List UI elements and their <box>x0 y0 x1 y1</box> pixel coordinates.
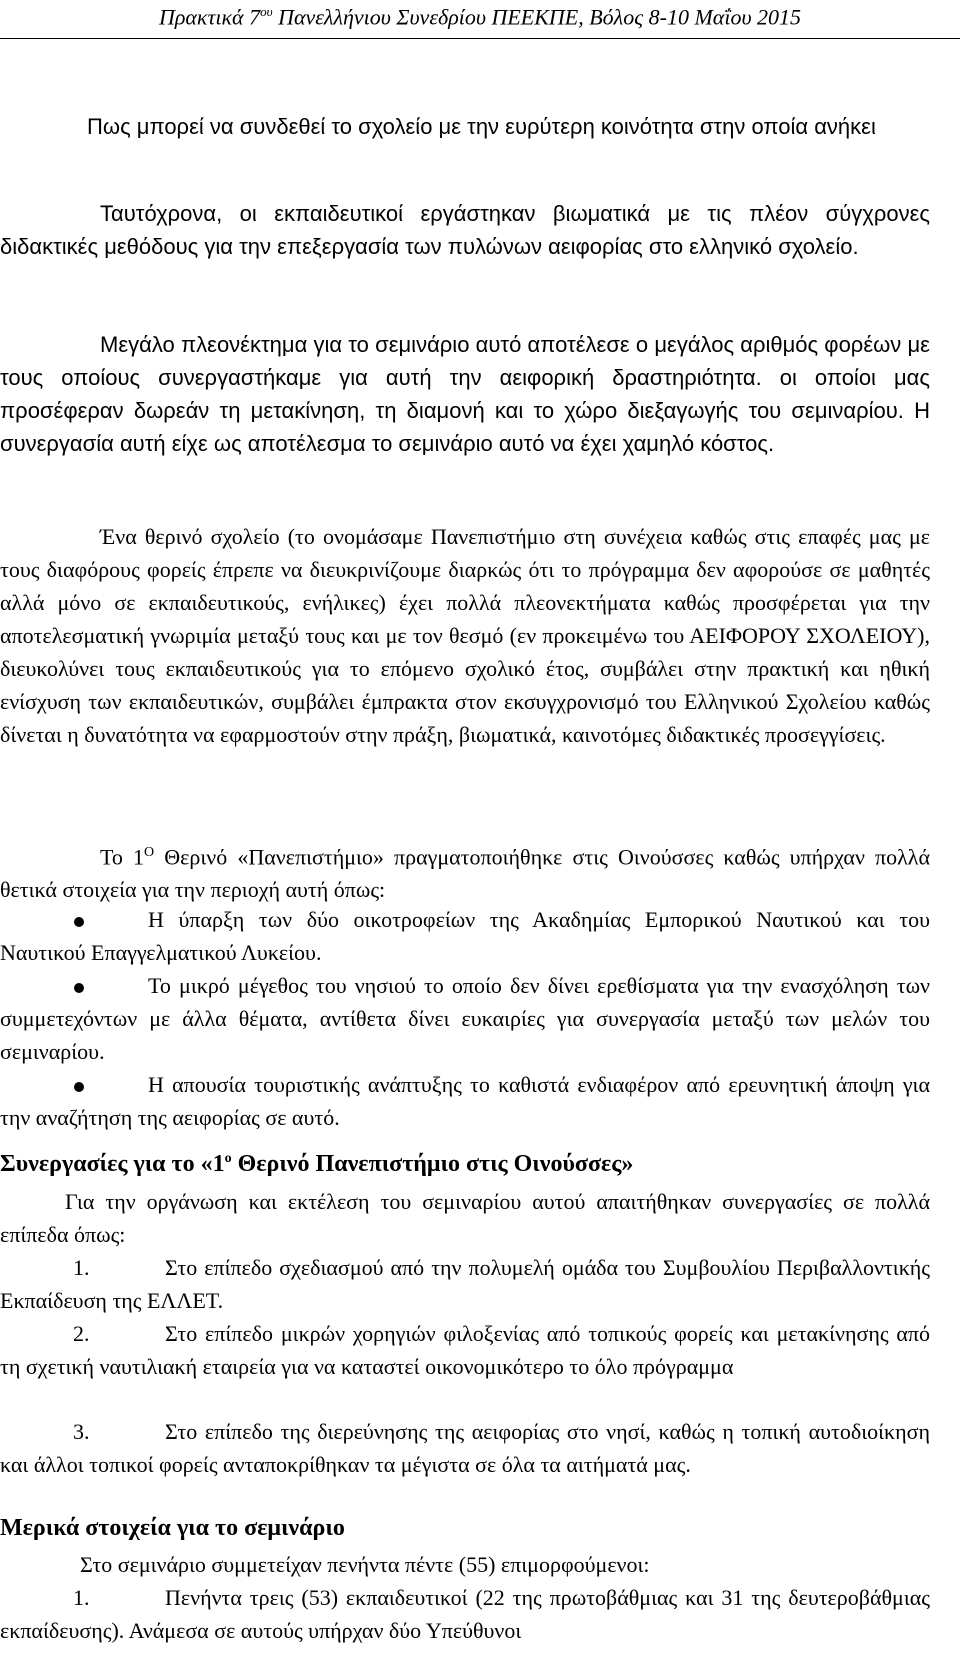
bullet-item <box>0 903 930 969</box>
paragraph-3: Μεγάλο πλεονέκτημα για το σεμινάριο αυτό αποτέλεσε ο μεγάλος αριθμός φορέων με τους οποίους συνεργαστήκαμε για αυτή την αειφορική δραστηριότητα. οι οποίοι μας προσέφεραν δωρεάν τη μετακίνηση, τη διαμονή και το χώρο διεξαγωγής του σεμιναρίου. Η συνεργασία αυτή είχε ως αποτέλεσμα το σεμινάριο αυτό να έχει χαμηλό κόστος. <box>0 332 930 456</box>
item-text: Στο επίπεδο της διερεύνησης της αειφορίας στο νησί, καθώς η τοπική αυτοδιοίκηση και άλλοι τοπικοί φορείς ανταποκρίθηκαν τα μέγιστα σε όλα τα αιτήματά μας. <box>0 1419 930 1477</box>
section-heading-collaborations <box>0 1151 633 1178</box>
item-text: Στο επίπεδο σχεδιασμού από την πολυμελή ομάδα του Συμβουλίου Περιβαλλοντικής Εκπαίδευση της ΕΛΛΕΤ. <box>0 1255 930 1313</box>
heading1-text: Θερινό Πανεπιστήμιο στις Οινούσσες» <box>231 1151 634 1177</box>
bullet-item <box>0 969 930 1068</box>
header-divider <box>0 38 960 39</box>
section-heading-seminar-details: Μερικά στοιχεία για το σεμινάριο <box>0 1515 345 1541</box>
bullet-icon <box>74 917 84 927</box>
paragraph-2: Ταυτόχρονα, οι εκπαιδευτικοί εργάστηκαν βιωματικά με τις πλέον σύγχρονες διδακτικές μεθόδους για την επεξεργασία των πυλώνων αειφορίας στο ελληνικό σχολείο. <box>0 201 930 259</box>
item-number: 2. <box>73 1321 90 1346</box>
numbered-item <box>0 1581 930 1647</box>
p5-lead: Το 1 <box>100 844 145 870</box>
paragraph-7: Στο σεμινάριο συμμετείχαν πενήντα πέντε (55) επιμορφούμενοι: <box>80 1552 650 1577</box>
numbered-item <box>0 1251 930 1317</box>
item-number: 3. <box>73 1419 90 1444</box>
bullet-text: Το μικρό μέγεθος του νησιού το οποίο δεν δίνει ερεθίσματα για την ενασχόληση των συμμετεχόντων με άλλα θέματα, αντίθετα δίνει ευκαιρίες για συνεργασία μεταξύ των μελών του σεμιναρίου. <box>0 973 930 1064</box>
bullet-text: Η ύπαρξη των δύο οικοτροφείων της Ακαδημίας Εμπορικού Ναυτικού και του Ναυτικού Επαγγελματικού Λυκείου. <box>0 907 930 965</box>
paragraph-1: Πως μπορεί να συνδεθεί το σχολείο με την ευρύτερη κοινότητα στην οποία ανήκει <box>87 114 876 139</box>
bullet-icon <box>74 983 84 993</box>
item-number: 1. <box>73 1585 90 1610</box>
item-text: Στο επίπεδο μικρών χορηγιών φιλοξενίας από τοπικούς φορείς και μετακίνησης από τη σχετική ναυτιλιακή εταιρεία για να καταστεί οικονομικότερο το όλο πρόγραμμα <box>0 1321 930 1379</box>
item-number: 1. <box>73 1255 90 1280</box>
heading1-lead: Συνεργασίες για το «1 <box>0 1151 225 1177</box>
running-header <box>0 4 960 30</box>
header-superscript: ου <box>260 4 273 19</box>
header-suffix: Πανελλήνιου Συνεδρίου ΠΕΕΚΠΕ, Βόλος 8-10 Μαΐου 2015 <box>272 4 802 30</box>
heading1-superscript: ο <box>224 1151 232 1166</box>
numbered-item <box>0 1415 930 1481</box>
paragraph-4: Ένα θερινό σχολείο (το ονομάσαμε Πανεπιστήμιο στη συνέχεια καθώς στις επαφές μας με τους διαφόρους φορείς έπρεπε να διευκρινίζουμε διαρκώς ότι το πρόγραμμα δεν αφορούσε σε μαθητές αλλά μόνο σε εκπαιδευτικούς, ενήλικες) έχει πολλά πλεονεκτήματα καθώς προσφέρεται για την αποτελεσματική γνωριμία μεταξύ τους και με τον θεσμό (εν προκειμένω του ΑΕΙΦΟΡΟΥ ΣΧΟΛΕΙΟΥ), διευκολύνει τους εκπαιδευτικούς για το επόμενο σχολικό έτος, συμβάλει στην πρακτική και ηθική ενίσχυση των εκπαιδευτικών, συμβάλει έμπρακτα στον εκσυγχρονισμό του Ελληνικού Σχολείου καθώς δίνεται η δυνατότητα να εφαρμοστούν στην πράξη, βιωματικά, καινοτόμες διδακτικές προσεγγίσεις. <box>0 524 930 747</box>
bullet-item <box>0 1068 930 1134</box>
p5-text: Θερινό «Πανεπιστήμιο» πραγματοποιήθηκε στις Οινούσσες καθώς υπήρχαν πολλά θετικά στοιχεία για την περιοχή αυτή όπως: <box>0 844 930 903</box>
item-text: Πενήντα τρεις (53) εκπαιδευτικοί (22 της πρωτοβάθμιας και 31 της δευτεροβάθμιας εκπαίδευσης). Ανάμεσα σε αυτούς υπήρχαν δύο Υπεύθυνοι <box>0 1585 930 1643</box>
p5-superscript: Ο <box>144 845 155 860</box>
header-prefix: Πρακτικά 7 <box>158 4 261 30</box>
numbered-item <box>0 1317 930 1383</box>
paragraph-5 <box>0 836 930 906</box>
paragraph-6: Για την οργάνωση και εκτέλεση του σεμιναρίου αυτού απαιτήθηκαν συνεργασίες σε πολλά επίπεδα όπως: <box>0 1189 930 1247</box>
bullet-text: Η απουσία τουριστικής ανάπτυξης το καθιστά ενδιαφέρον από ερευνητική άποψη για την αναζήτηση της αειφορίας σε αυτό. <box>0 1072 930 1130</box>
bullet-icon <box>74 1082 84 1092</box>
